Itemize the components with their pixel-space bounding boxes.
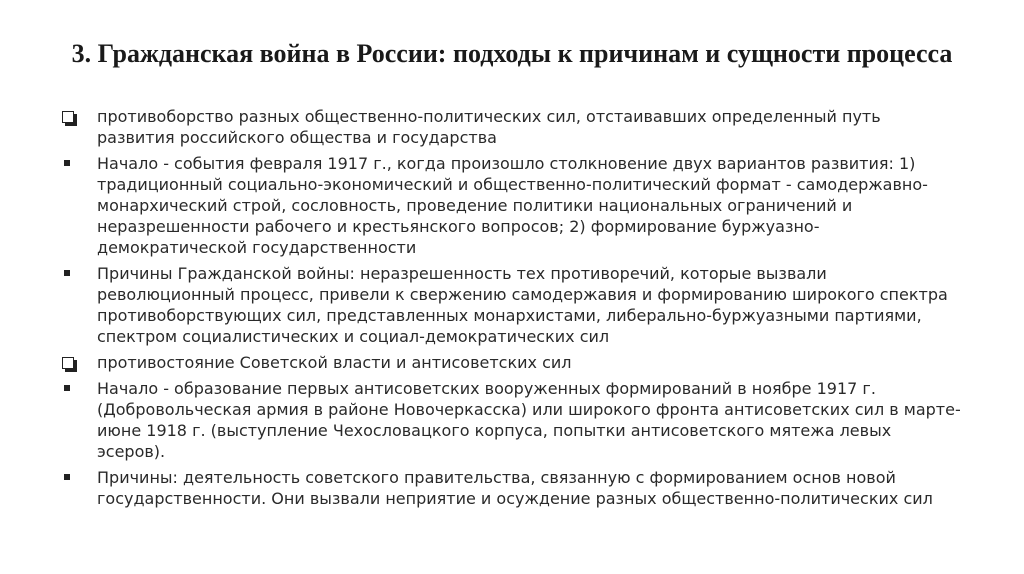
- bullet-text: противоборство разных общественно-политических сил, отстаивавших определенный путь развития российского общества и государства: [97, 107, 881, 147]
- bullet-item: [62, 263, 962, 347]
- square-bullet-icon: [64, 474, 70, 480]
- slide-title: 3. Гражданская война в России: подходы к причинам и сущности процесса: [71, 39, 953, 68]
- bullet-text: Причины Гражданской войны: неразрешенность тех противоречий, которые вызвали революционный процесс, привели к свержению самодержавия и формированию широкого спектра противоборствующих сил, представленных монархистами, либерально-буржуазными партиями, спектром социалистических и социал-демократических сил: [97, 264, 948, 346]
- checkbox-icon: [62, 357, 74, 369]
- bullet-text: Причины: деятельность советского правительства, связанную с формированием основ новой государственности. Они вызвали неприятие и осуждение разных общественно-политических сил: [97, 468, 933, 508]
- bullet-item: [62, 378, 962, 462]
- bullet-text: Начало - образование первых антисоветских вооруженных формирований в ноябре 1917 г. (Добровольческая армия в районе Новочеркасска) или широкого фронта антисоветских сил в марте-июне 1918 г. (выступление Чехословацкого корпуса, попытки антисоветского мятежа левых эсеров).: [97, 379, 961, 461]
- square-bullet-icon: [64, 270, 70, 276]
- bullet-item: [62, 352, 962, 373]
- bullet-item: [62, 467, 962, 509]
- square-bullet-icon: [64, 160, 70, 166]
- bullet-text: противостояние Советской власти и антисоветских сил: [97, 353, 572, 372]
- bullet-list: [62, 106, 962, 514]
- bullet-item: [62, 153, 962, 258]
- bullet-item: [62, 106, 962, 148]
- checkbox-icon: [62, 111, 74, 123]
- square-bullet-icon: [64, 385, 70, 391]
- bullet-text: Начало - события февраля 1917 г., когда произошло столкновение двух вариантов развития: 1) традиционный социально-экономический и общественно-политический формат - самодержавно-монархический строй, сословность, проведение политики национальных ограничений и неразрешенности рабочего и крестьянского вопросов; 2) формирование буржуазно-демократической государственности: [97, 154, 928, 257]
